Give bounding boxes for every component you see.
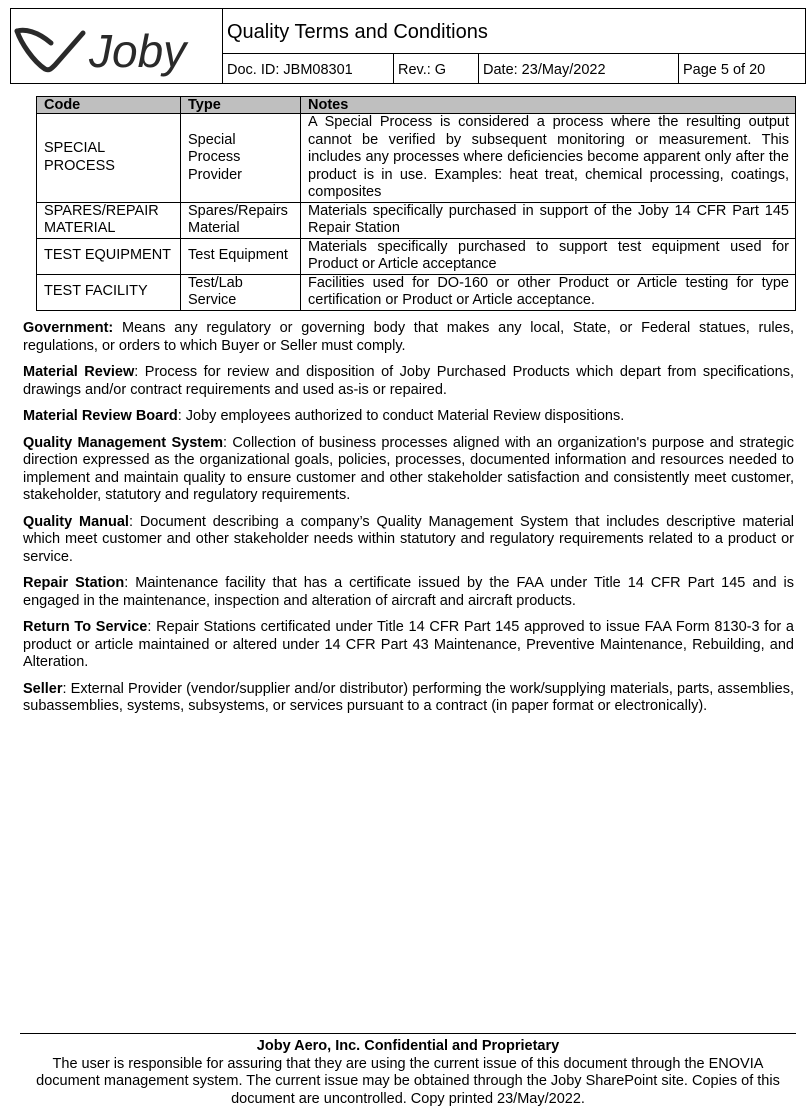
table-row: [37, 114, 796, 203]
definition-text: : Maintenance facility that has a certificate issued by the FAA under Title 14 CFR Part 145 and is engaged in the maintenance, inspection and alteration of aircraft and aircraft products.: [23, 575, 794, 609]
column-header-notes: Notes: [301, 97, 796, 114]
definition-text: : Repair Stations certificated under Title 14 CFR Part 145 approved to issue FAA Form 8130-3 for a product or article maintained or altered under 14 CFR Part 43 Maintenance, Preventive Maintenance, Rebuilding, and Alteration.: [23, 619, 794, 670]
joby-logo: [11, 9, 223, 84]
cell-notes: Facilities used for DO-160 or other Product or Article testing for type certification or Product or Article acceptance.: [301, 274, 796, 310]
logo-wordmark: Joby: [89, 25, 187, 77]
definition-term: Material Review Board: [23, 408, 178, 424]
definition-term: Quality Management System: [23, 434, 224, 451]
cell-code: TEST FACILITY: [37, 274, 181, 310]
definition-material-review-board: [23, 408, 794, 426]
document-header: [10, 8, 806, 84]
definition-text: : Process for review and disposition of Joby Purchased Products which depart from specifications, drawings and/or contract requirements and used as-is or repaired.: [23, 364, 794, 398]
definition-text: : Collection of business processes aligned with an organization's purpose and strategic direction expressed as the organizational goals, policies, processes, documented information and resources needed to implement and maintain quality to ensure customer and other stakeholder satisfaction and consistently meet customer, stakeholder, statutory and regulatory requirements.: [23, 434, 794, 503]
cell-notes: Materials specifically purchased to support test equipment used for Product or Article acceptance: [301, 238, 796, 274]
definition-text: : Joby employees authorized to conduct Material Review dispositions.: [177, 408, 625, 424]
definition-term: Repair Station: [23, 575, 125, 591]
document-title: Quality Terms and Conditions: [223, 9, 806, 54]
cell-type: Special Process Provider: [181, 114, 301, 203]
definition-quality-manual: [23, 514, 794, 567]
cell-code: SPARES/REPAIR MATERIAL: [37, 202, 181, 238]
cell-code: SPECIAL PROCESS: [37, 114, 181, 203]
definition-seller: [23, 681, 794, 716]
footer-title: Joby Aero, Inc. Confidential and Proprietary: [256, 1038, 560, 1054]
definition-material-review: [23, 364, 794, 399]
definition-term: Material Review: [23, 364, 135, 380]
definition-term: Return To Service: [23, 619, 148, 635]
definition-text: : External Provider (vendor/supplier and/or distributor) performing the work/supplying materials, parts, assemblies, subassemblies, systems, subsystems, or services pursuant to a contract (in paper format or electronically).: [23, 680, 794, 714]
cell-type: Test Equipment: [181, 238, 301, 274]
definitions-list: [23, 320, 794, 725]
cell-type: Test/Lab Service: [181, 274, 301, 310]
definition-term: Government:: [23, 320, 114, 336]
definition-quality-management-system: [23, 435, 794, 505]
definition-repair-station: [23, 575, 794, 610]
header-meta-row: [223, 54, 806, 84]
cell-notes: Materials specifically purchased in support of the Joby 14 CFR Part 145 Repair Station: [301, 202, 796, 238]
definition-term: Seller: [23, 680, 63, 697]
definition-term: Quality Manual: [23, 513, 129, 530]
table-row: [37, 274, 796, 310]
footer-notice: The user is responsible for assuring that they are using the current issue of this document through the ENOVIA document management system. The current issue may be obtained through the Joby SharePoint site. Copies of this document are uncontrolled. Copy printed 23/May/2022.: [36, 1055, 780, 1107]
table-row: [37, 202, 796, 238]
definition-return-to-service: [23, 619, 794, 672]
cell-notes: A Special Process is considered a process where the resulting output cannot be verified by subsequent monitoring or measurement. This includes any processes where deficiencies become apparent only after the product is in use. Examples: heat treat, chemical processing, coatings, composites: [301, 114, 796, 203]
doc-id: Doc. ID: JBM08301: [223, 54, 394, 84]
column-header-type: Type: [181, 97, 301, 114]
definition-text: Means any regulatory or governing body that makes any local, State, or Federal statues, rules, regulations, or orders to which Buyer or Seller must comply.: [23, 320, 794, 354]
definition-government: [23, 320, 794, 355]
definition-text: : Document describing a company’s Quality Management System that includes descriptive material which meet customer and other stakeholder needs within statutory and regulatory requirements related to a product or service.: [23, 513, 794, 565]
revision: Rev.: G: [394, 54, 479, 84]
page-number: Page 5 of 20: [683, 62, 766, 78]
table-header-row: [37, 97, 796, 114]
table-row: [37, 238, 796, 274]
cell-code: TEST EQUIPMENT: [37, 238, 181, 274]
joby-logo-icon: [11, 9, 222, 84]
document-date: Date: 23/May/2022: [479, 54, 679, 84]
cell-type: Spares/Repairs Material: [181, 202, 301, 238]
supplier-type-table: [36, 96, 796, 311]
document-footer: [20, 1033, 796, 1108]
column-header-code: Code: [37, 97, 181, 114]
